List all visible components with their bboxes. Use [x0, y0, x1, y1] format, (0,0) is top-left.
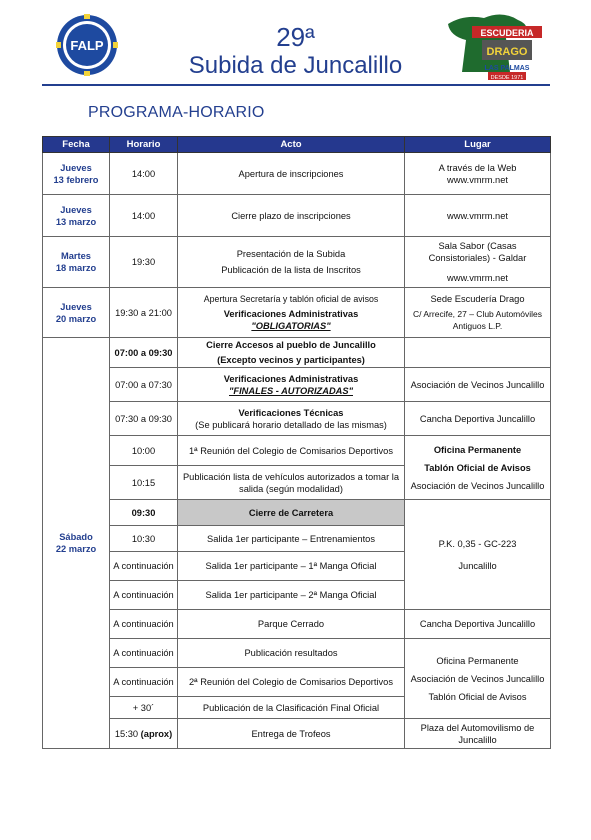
acto-line: (Excepto vecinos y participantes): [217, 355, 365, 365]
horario-cell: 10:30: [110, 526, 178, 552]
lugar-line: Sede Escudería Drago: [430, 294, 525, 304]
acto-cell: Parque Cerrado: [178, 610, 405, 639]
acto-line: Publicación de la lista de Inscritos: [221, 265, 361, 275]
table-row: [43, 195, 551, 237]
lugar-line: Asociación de Vecinos Juncalillo: [410, 480, 545, 491]
acto-cell: Cierre plazo de inscripciones: [178, 195, 405, 237]
acto-cell: Salida 1er participante – Entrenamientos: [178, 526, 405, 552]
acto-cell: [178, 368, 405, 402]
acto-cell: Apertura de inscripciones: [178, 153, 405, 195]
header-divider: [42, 84, 550, 86]
fecha-cell: Martes 18 marzo: [43, 237, 110, 288]
lugar-line: Sala Sabor (Casas Consistoriales) - Galdar: [428, 241, 527, 263]
lugar-cell: [405, 288, 551, 338]
horario-cell: A continuación: [110, 552, 178, 581]
acto-line: "OBLIGATORIAS": [251, 321, 331, 331]
lugar-line: Asociación de Vecinos Juncalillo: [410, 673, 545, 684]
event-title: [0, 22, 591, 80]
table-row: [43, 338, 551, 368]
lugar-cell: [405, 639, 551, 719]
table-row: [43, 610, 551, 639]
section-title: PROGRAMA-HORARIO: [88, 104, 265, 121]
column-header-horario: Horario: [110, 137, 178, 153]
svg-text:DESDE 1971: DESDE 1971: [490, 75, 524, 81]
acto-cell: [178, 237, 405, 288]
horario-cell: A continuación: [110, 610, 178, 639]
table-row: [43, 153, 551, 195]
table-row: [43, 500, 551, 526]
acto-cell: 2ª Reunión del Colegio de Comisarios Deportivos: [178, 668, 405, 697]
lugar-cell: [405, 500, 551, 610]
fecha-cell: Jueves 20 marzo: [43, 288, 110, 338]
table-row: [43, 639, 551, 668]
horario-cell: 07:00 a 07:30: [110, 368, 178, 402]
horario-cell: + 30´: [110, 697, 178, 719]
lugar-cell: [405, 436, 551, 500]
acto-line: Apertura Secretaría y tablón oficial de avisos: [203, 294, 379, 304]
lugar-line: C/ Arrecife, 27 – Club Automóviles Antiguos L.P.: [413, 309, 542, 331]
lugar-line: www.vmrm.net: [447, 273, 508, 283]
lugar-line: Oficina Permanente: [436, 655, 519, 666]
acto-cell: [178, 338, 405, 368]
acto-cell: Entrega de Trofeos: [178, 719, 405, 749]
acto-line: "FINALES - AUTORIZADAS": [229, 385, 353, 396]
acto-cell: Salida 1er participante – 1ª Manga Oficial: [178, 552, 405, 581]
acto-cell: Publicación lista de vehículos autorizados a tomar la salida (según modalidad): [178, 466, 405, 500]
table-header-row: [43, 137, 551, 153]
event-name: Subida de Juncalillo: [188, 52, 403, 79]
column-header-acto: Acto: [178, 137, 405, 153]
fecha-cell: Jueves 13 marzo: [43, 195, 110, 237]
acto-cell: Publicación resultados: [178, 639, 405, 668]
table-row: [43, 288, 551, 338]
horario-cell: A continuación: [110, 668, 178, 697]
acto-cell: [178, 288, 405, 338]
column-header-fecha: Fecha: [43, 137, 110, 153]
acto-cell: Cierre de Carretera: [178, 500, 405, 526]
horario-cell: 09:30: [110, 500, 178, 526]
fecha-cell: Jueves 13 febrero: [43, 153, 110, 195]
lugar-line: Juncalillo: [458, 560, 497, 571]
lugar-cell: Cancha Deportiva Juncalillo: [405, 610, 551, 639]
lugar-line: Tablón Oficial de Avisos: [424, 462, 531, 473]
svg-text:FALP: FALP: [70, 38, 104, 53]
table-row: [43, 436, 551, 466]
svg-text:DRAGO: DRAGO: [486, 46, 528, 58]
lugar-cell: Cancha Deportiva Juncalillo: [405, 402, 551, 436]
horario-suffix: (aprox): [140, 728, 173, 739]
lugar-cell: www.vmrm.net: [405, 195, 551, 237]
acto-cell: Salida 1er participante – 2ª Manga Oficial: [178, 581, 405, 610]
acto-cell: [178, 402, 405, 436]
horario-cell: 07:30 a 09:30: [110, 402, 178, 436]
lugar-cell: [405, 237, 551, 288]
table-row: [43, 402, 551, 436]
horario-cell: A continuación: [110, 581, 178, 610]
acto-line: Presentación de la Subida: [236, 249, 346, 259]
acto-line: Verificaciones Administrativas: [223, 373, 359, 384]
schedule-table: [42, 136, 551, 749]
acto-line: Verificaciones Técnicas: [238, 407, 344, 418]
lugar-cell: Plaza del Automovilismo de Juncalillo: [405, 719, 551, 749]
svg-text:LAS PALMAS: LAS PALMAS: [484, 65, 530, 72]
table-row: [43, 237, 551, 288]
horario-cell: 19:30: [110, 237, 178, 288]
acto-line: Cierre Accesos al pueblo de Juncalillo: [206, 340, 376, 350]
lugar-line: Oficina Permanente: [433, 444, 522, 455]
lugar-line: P.K. 0,35 - GC-223: [438, 538, 517, 549]
horario-cell: A continuación: [110, 639, 178, 668]
column-header-lugar: Lugar: [405, 137, 551, 153]
svg-text:ESCUDERIA: ESCUDERIA: [480, 28, 534, 38]
lugar-line: Tablón Oficial de Avisos: [428, 691, 527, 702]
acto-line: Verificaciones Administrativas: [223, 309, 359, 319]
table-row: [43, 719, 551, 749]
horario-cell: 19:30 a 21:00: [110, 288, 178, 338]
horario-cell: 14:00: [110, 195, 178, 237]
edition-number: 29ª: [276, 22, 315, 52]
fecha-cell: Sábado 22 marzo: [43, 338, 110, 749]
lugar-cell: Asociación de Vecinos Juncalillo: [405, 368, 551, 402]
lugar-cell: [405, 338, 551, 368]
horario-cell: 10:00: [110, 436, 178, 466]
acto-line: (Se publicará horario detallado de las mismas): [195, 419, 387, 430]
horario-cell: 14:00: [110, 153, 178, 195]
horario-cell: [110, 719, 178, 749]
acto-cell: Publicación de la Clasificación Final Oficial: [178, 697, 405, 719]
horario-time: 15:30: [114, 728, 139, 739]
horario-cell: 10:15: [110, 466, 178, 500]
lugar-cell: A través de la Web www.vmrm.net: [405, 153, 551, 195]
table-row: [43, 368, 551, 402]
horario-cell: 07:00 a 09:30: [110, 338, 178, 368]
acto-cell: 1ª Reunión del Colegio de Comisarios Deportivos: [178, 436, 405, 466]
